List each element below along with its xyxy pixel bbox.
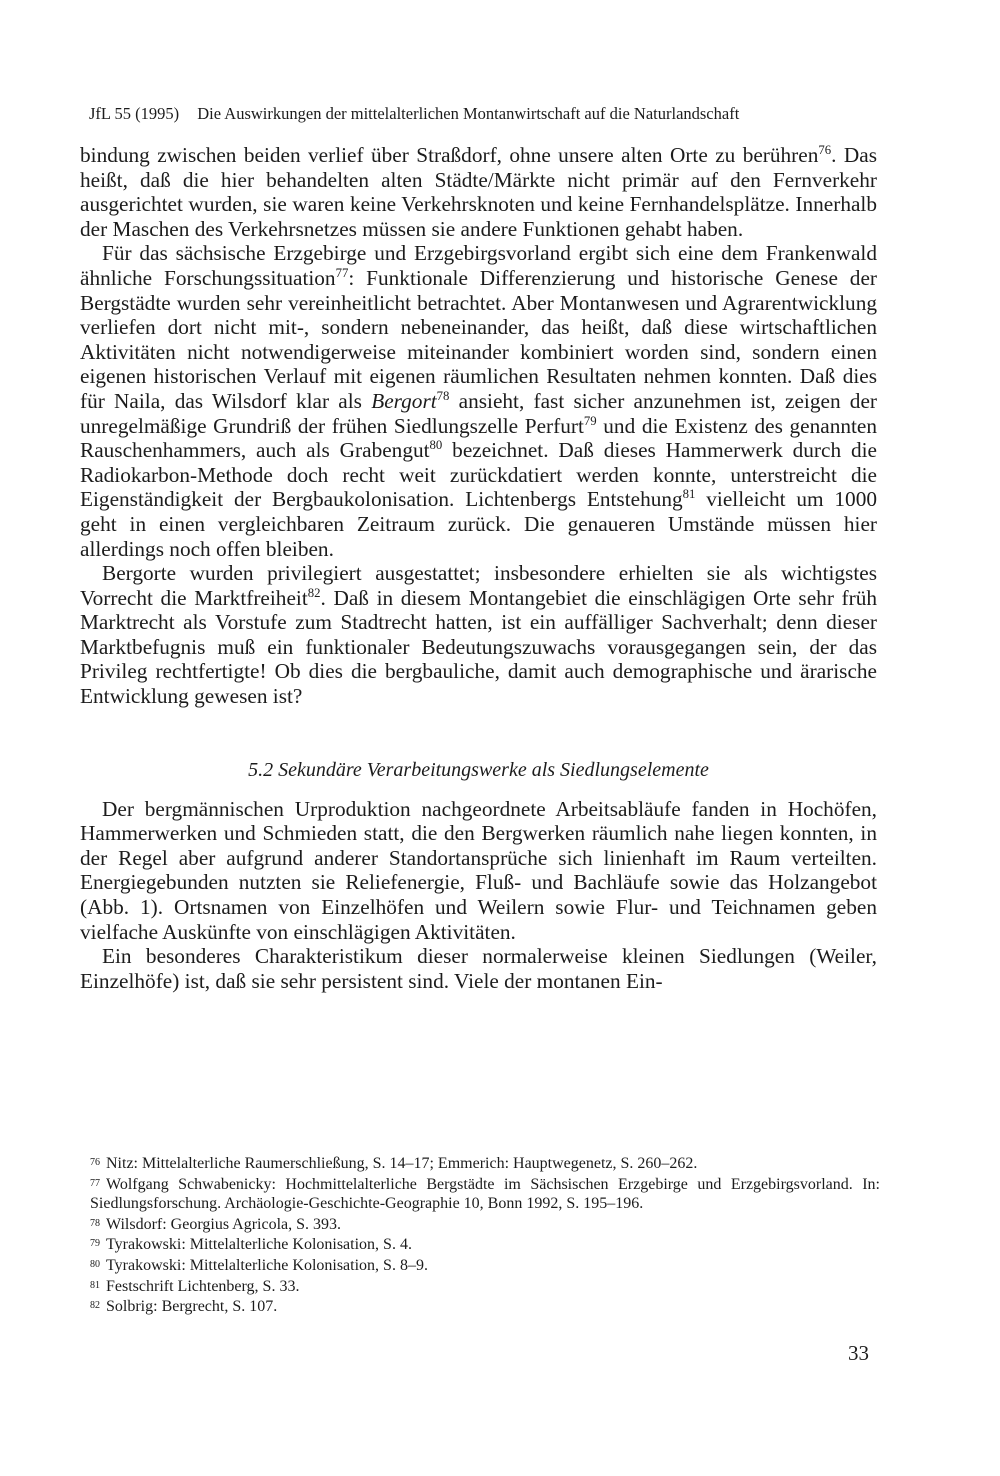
paragraph — [80, 143, 877, 241]
footnote-reference: 76 — [818, 142, 832, 157]
footnote-number: 77 — [90, 1177, 100, 1189]
text-run: und die Existenz des genannten Rauschenhammers, auch als Grabengut — [80, 413, 878, 463]
footnote-text: Nitz: Mittelalterliche Raumerschließung, S. 14–17; Emmerich: Hauptwegenetz, S. 260–262. — [106, 1155, 698, 1172]
footnote — [90, 1296, 880, 1317]
text-run: ansieht, fast sicher anzunehmen ist, zeigen der unregelmäßige Grundriß der frühen Siedlungszelle Perfurt — [80, 388, 877, 438]
text-run: Bergorte wurden privilegiert ausgestattet; insbesondere erhielten sie als wichtigstes Vorrecht die Marktfreiheit — [80, 561, 877, 610]
footnote-reference: 80 — [429, 438, 443, 453]
footnote-number: 80 — [90, 1258, 100, 1270]
emphasized-term: Bergort — [371, 388, 437, 413]
paragraph — [80, 561, 877, 709]
footnote-reference: 82 — [307, 585, 321, 600]
journal-reference: JfL 55 (1995) — [89, 104, 180, 123]
page-number: 33 — [848, 1341, 869, 1365]
paragraph — [80, 241, 877, 561]
footnote — [90, 1174, 880, 1214]
footnote — [90, 1276, 880, 1297]
footnote-text: Tyrakowski: Mittelalterliche Kolonisation, S. 4. — [106, 1236, 412, 1254]
footnotes — [90, 1153, 880, 1317]
text-run: Der bergmännischen Urproduktion nachgeordnete Arbeitsabläufe fanden in Hochöfen, Hammerwerken und Schmieden statt, die den Bergwerken räumlich nahe liegen konnten, in der Regel aber aufgrund anderer Standortansprüche sich linienhaft im Raum verteilten. Energiegebunden nutzten sie Reliefenergie, Fluß- und Bachläufe sowie das Holzangebot (Abb. 1). Ortsnamen von Einzelhöfen und Weilern sowie Flur- und Teichnamen geben vielfache Auskünfte von einschlägigen Aktivitäten. — [80, 796, 877, 944]
footnote-text: Tyrakowski: Mittelalterliche Kolonisation, S. 8–9. — [106, 1256, 428, 1274]
footnote — [90, 1214, 880, 1235]
footnote-text: Wolfgang Schwabenicky: Hochmittelalterliche Bergstädte im Sächsischen Erzgebirge und Erzgebirgsvorland. In: Siedlungsforschung. Archäologie-Geschichte-Geographie 10, Bonn 1992, S. 195–196. — [90, 1175, 880, 1213]
section-heading: 5.2 Sekundäre Verarbeitungswerke als Siedlungselemente — [248, 758, 709, 781]
footnote — [90, 1153, 880, 1174]
text-run: bezeichnet. Daß dieses Hammerwerk durch die Radiokarbon-Methode doch recht weit zurückdatiert werden konnte, unterstreicht die Eigenständigkeit der Bergbaukolonisation. Lichtenbergs Entstehung — [80, 438, 878, 512]
footnote-text: Wilsdorf: Georgius Agricola, S. 393. — [106, 1215, 342, 1233]
footnote-number: 81 — [90, 1279, 100, 1291]
footnote-number: 82 — [90, 1300, 100, 1312]
text-run: Für das sächsische Erzgebirge und Erzgebirgsvorland ergibt sich eine dem Frankenwald ähnliche Forschungssituation — [80, 241, 877, 290]
paragraphs-after-section — [80, 797, 877, 994]
footnote-text: Solbrig: Bergrecht, S. 107. — [106, 1298, 278, 1316]
text-run: Ein besonderes Charakteristikum dieser normalerweise kleinen Siedlungen (Weiler, Einzelhöfe) ist, daß sie sehr persistent sind. Viele der montanen Ein- — [80, 944, 877, 993]
text-run: . Daß in diesem Montangebiet die einschlägigen Orte sehr früh Marktrecht als Vorstufe zum Stadtrecht hatten, ist ein auffälliger Sachverhalt; denn dieser Marktbefugnis muß ein funktionaler Bedeutungszuwachs vorausgegangen sein, der das Privileg rechtfertigte! Ob dies die bergbauliche, damit auch demographische und ärarische Entwicklung gewesen ist? — [80, 585, 878, 709]
text-run: vielleicht um 1000 geht in einen vergleichbaren Zeitraum zurück. Die genaueren Umstände müssen hier allerdings noch offen bleiben. — [80, 487, 877, 561]
running-title: Die Auswirkungen der mittelalterlichen Montanwirtschaft auf die Naturlandschaft — [197, 104, 740, 123]
paragraphs-before-section — [80, 143, 877, 709]
text-run: . Das heißt, daß die hier behandelten alten Städte/Märkte nicht primär auf den Fernverkehr ausgerichtet wurden, sie waren keine Verkehrsknoten und keine Fernhandelsplätze. Innerhalb der Maschen des Verkehrsnetzes müssen sie andere Funktionen gehabt haben. — [80, 143, 878, 241]
body-text — [80, 143, 877, 993]
footnote-reference: 77 — [335, 265, 349, 280]
footnote-reference: 79 — [583, 413, 597, 428]
footnote-number: 79 — [90, 1238, 100, 1250]
running-header — [89, 103, 889, 125]
footnote-reference: 78 — [436, 388, 450, 403]
footnote-reference: 81 — [682, 487, 696, 502]
footnote — [90, 1255, 880, 1276]
footnote-number: 78 — [90, 1217, 100, 1229]
footnote-text: Festschrift Lichtenberg, S. 33. — [106, 1277, 300, 1295]
paragraph — [80, 944, 877, 993]
footnote — [90, 1234, 880, 1255]
text-run: bindung zwischen beiden verlief über Straßdorf, ohne unsere alten Orte zu berühren — [80, 143, 819, 167]
text-run: : Funktionale Differenzierung und historische Genese der Bergstädte wurden sehr vereinheitlicht betrachtet. Aber Montanwesen und Agrarentwicklung verliefen dort nicht mit-, sondern nebeneinander, das heißt, daß diese wirtschaftlichen Aktivitäten nicht notwendigerweise miteinander kombiniert worden sind, sondern einen eigenen historischen Verlauf mit eigenen räumlichen Resultaten nehmen konnten. Daß dies für Naila, das Wilsdorf klar als — [80, 265, 877, 413]
paragraph — [80, 797, 877, 945]
footnote-number: 76 — [90, 1157, 100, 1168]
